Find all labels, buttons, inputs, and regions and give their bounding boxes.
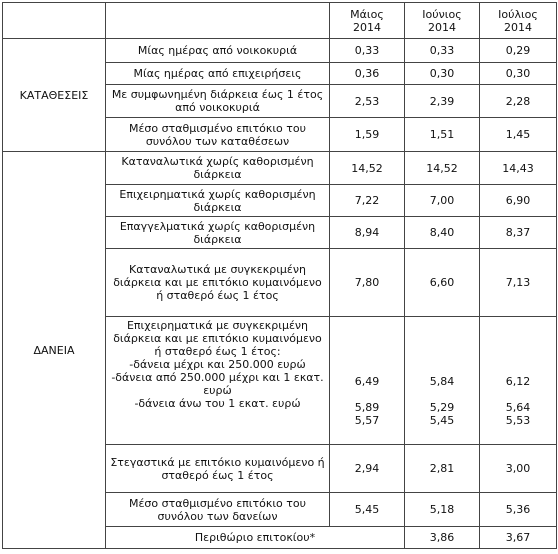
value-cell: 6,12 (505, 375, 531, 388)
value-cell-stack (330, 317, 405, 445)
category-loans: ΔΑΝΕΙΑ (3, 152, 106, 549)
row-description: Στεγαστικά με επιτόκιο κυμαινόμενο ή σταθερό έως 1 έτος (106, 445, 330, 493)
value-cell: 3,86 (405, 527, 480, 549)
value-cell: 0,36 (330, 63, 405, 85)
value-cell: 2,39 (405, 85, 480, 118)
value-cell: 2,53 (330, 85, 405, 118)
row-description: Μίας ημέρας από νοικοκυριά (106, 39, 330, 63)
value-cell: 3,00 (480, 445, 557, 493)
header-month-name: Ιούλιος (498, 7, 538, 21)
header-year: 2014 (353, 20, 381, 34)
header-month-may (330, 3, 405, 39)
table-row (3, 39, 557, 63)
row-description-business (106, 317, 330, 445)
business-loans-heading: Επιχειρηματικά με συγκεκριμένη διάρκεια και με επιτόκιο κυμαινόμενο ή σταθερό έως 1 έτος: (113, 319, 322, 358)
value-cell: 14,52 (330, 152, 405, 185)
value-cell: 5,84 (429, 375, 455, 388)
value-cell: 5,57 (354, 414, 380, 427)
value-cell: 6,60 (405, 249, 480, 317)
value-cell: 5,18 (405, 493, 480, 527)
list-item: -δάνεια άνω του 1 εκατ. ευρώ (134, 397, 301, 410)
value-cell: 2,81 (405, 445, 480, 493)
value-cell: 8,40 (405, 217, 480, 249)
row-description: Με συμφωνημένη διάρκεια έως 1 έτος από νοικοκυριά (106, 85, 330, 118)
header-year: 2014 (504, 20, 532, 34)
value-cell: 0,30 (405, 63, 480, 85)
header-month-name: Ιούνιος (422, 7, 462, 21)
value-cell: 3,67 (480, 527, 557, 549)
value-cell: 7,00 (405, 185, 480, 217)
value-cell: 1,59 (330, 118, 405, 152)
row-description: Μίας ημέρας από επιχειρήσεις (106, 63, 330, 85)
header-month-july (480, 3, 557, 39)
header-month-name: Μάιος (350, 7, 384, 21)
row-description: Μέσο σταθμισμένο επιτόκιο του συνόλου των δανείων (106, 493, 330, 527)
business-loans-list (109, 358, 326, 410)
value-cell: 0,30 (480, 63, 557, 85)
row-description: Επιχειρηματικά χωρίς καθορισμένη διάρκεια (106, 185, 330, 217)
value-cell-stack (405, 317, 480, 445)
value-cell: 6,90 (480, 185, 557, 217)
value-cell-stack (480, 317, 557, 445)
header-empty-category (3, 3, 106, 39)
value-cell: 0,29 (480, 39, 557, 63)
list-item: -δάνεια από 250.000 μέχρι και 1 εκατ. ευρώ (111, 371, 324, 397)
value-cell: 0,33 (405, 39, 480, 63)
value-cell: 14,43 (480, 152, 557, 185)
header-month-june (405, 3, 480, 39)
value-cell: 2,94 (330, 445, 405, 493)
value-cell: 5,45 (429, 414, 455, 427)
table-row (3, 152, 557, 185)
value-cell: 7,13 (480, 249, 557, 317)
row-description: Μέσο σταθμισμένο επιτόκιο του συνόλου των καταθέσεων (106, 118, 330, 152)
row-description: Επαγγελματικά χωρίς καθορισμένη διάρκεια (106, 217, 330, 249)
value-cell: 0,33 (330, 39, 405, 63)
list-item: -δάνεια μέχρι και 250.000 ευρώ (129, 358, 306, 371)
header-year: 2014 (428, 20, 456, 34)
row-description: Καταναλωτικά χωρίς καθορισμένη διάρκεια (106, 152, 330, 185)
value-stack (408, 375, 476, 427)
value-cell: 5,64 (505, 401, 531, 414)
value-cell: 14,52 (405, 152, 480, 185)
value-cell: 1,45 (480, 118, 557, 152)
value-cell: 8,94 (330, 217, 405, 249)
value-cell: 2,28 (480, 85, 557, 118)
value-cell: 6,49 (354, 375, 380, 388)
value-cell: 5,36 (480, 493, 557, 527)
value-cell: 7,22 (330, 185, 405, 217)
value-cell: 5,29 (429, 401, 455, 414)
value-stack (333, 375, 401, 427)
margin-label: Περιθώριο επιτοκίου* (106, 527, 405, 549)
row-description: Καταναλωτικά με συγκεκριμένη διάρκεια και με επιτόκιο κυμαινόμενο ή σταθερό έως 1 έτος (106, 249, 330, 317)
value-cell: 5,89 (354, 401, 380, 414)
value-cell: 7,80 (330, 249, 405, 317)
value-cell: 8,37 (480, 217, 557, 249)
interest-rates-table (2, 2, 557, 549)
header-row (3, 3, 557, 39)
value-cell: 1,51 (405, 118, 480, 152)
rates-table-container (2, 2, 557, 549)
header-empty-description (106, 3, 330, 39)
value-cell: 5,53 (505, 414, 531, 427)
category-deposits: ΚΑΤΑΘΕΣΕΙΣ (3, 39, 106, 152)
value-cell: 5,45 (330, 493, 405, 527)
value-stack (483, 375, 553, 427)
